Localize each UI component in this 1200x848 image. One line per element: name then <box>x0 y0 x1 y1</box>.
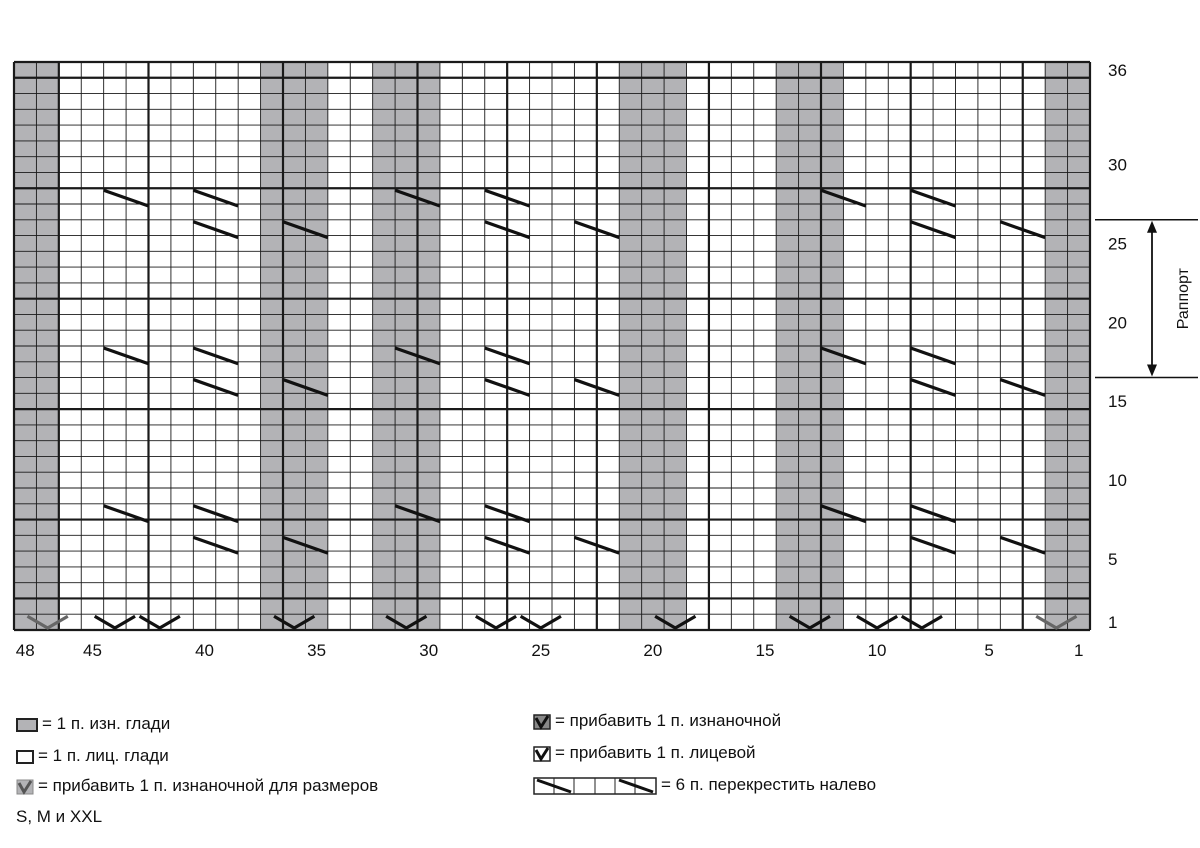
column-label-30: 30 <box>419 641 439 660</box>
legend-purl <box>16 713 170 735</box>
legend-cross <box>533 774 876 796</box>
column-label-20: 20 <box>643 641 663 660</box>
column-label-35: 35 <box>307 641 327 660</box>
rapport-arrow-head-bottom <box>1147 365 1157 377</box>
row-label-25: 25 <box>1108 234 1127 254</box>
column-label-10: 10 <box>867 641 887 660</box>
column-label-25: 25 <box>531 641 551 660</box>
legend-inc-purl-sizes-cont <box>16 806 102 828</box>
row-label-30: 30 <box>1108 155 1127 175</box>
legend-knit-text: = 1 п. лиц. глади <box>38 746 169 765</box>
legend-purl-text: = 1 п. изн. глади <box>42 714 171 733</box>
legend-inc-purl-sizes-cont-text: S, M и XXL <box>16 807 103 826</box>
increase-knit-mark-col-27 <box>476 616 516 628</box>
rapport-arrow-head-top <box>1147 221 1157 233</box>
legend-inc-knit-text: = прибавить 1 п. лицевой <box>555 743 756 762</box>
increase-knit-mark-col-10 <box>857 616 897 628</box>
increase-knit-mark-col-25 <box>521 616 561 628</box>
legend-cross-text: = 6 п. перекрестить налево <box>661 775 877 794</box>
legend-inc-purl <box>533 710 781 732</box>
row-label-20: 20 <box>1108 313 1127 333</box>
increase-knit-mark-col-42 <box>140 616 180 628</box>
legend-inc-purl-sizes-text: = прибавить 1 п. изнаночной для размеров <box>38 776 379 795</box>
knit-stitch-swatch <box>16 750 34 764</box>
axis-labels <box>16 61 1127 660</box>
column-label-15: 15 <box>755 641 775 660</box>
legend-inc-purl-sizes <box>16 775 378 797</box>
increase-knit-mark-col-44 <box>95 616 135 628</box>
legend-inc-knit <box>533 742 756 764</box>
purl-stitch-swatch <box>16 718 38 732</box>
row-label-10: 10 <box>1108 471 1127 491</box>
column-label-1: 1 <box>1074 641 1084 660</box>
row-label-5: 5 <box>1108 550 1118 569</box>
row-label-1: 1 <box>1108 613 1118 633</box>
increase-purl-icon <box>533 714 551 730</box>
row-label-36: 36 <box>1108 60 1127 80</box>
column-label-48: 48 <box>15 641 35 660</box>
legend-knit <box>16 745 169 767</box>
legend-inc-purl-text: = прибавить 1 п. изнаночной <box>555 711 782 730</box>
column-label-45: 45 <box>82 641 102 660</box>
row-label-15: 15 <box>1108 392 1127 412</box>
increase-knit-mark-col-8 <box>902 616 942 628</box>
cross-left-icon <box>533 777 657 795</box>
column-label-5: 5 <box>984 641 994 660</box>
column-label-40: 40 <box>195 641 215 660</box>
rapport-label: Раппорт <box>1175 268 1192 330</box>
increase-purl-sizes-icon <box>16 779 34 795</box>
increase-knit-icon <box>533 746 551 762</box>
